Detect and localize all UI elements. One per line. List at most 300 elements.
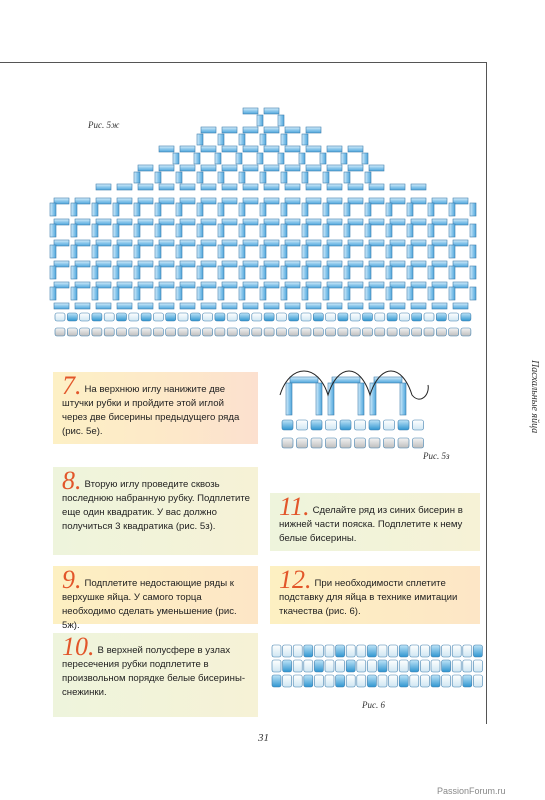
bead	[346, 660, 355, 672]
vertical-tube	[278, 153, 284, 164]
horizontal-tube	[453, 303, 468, 309]
vertical-tube	[71, 224, 77, 237]
vertical-tube	[344, 266, 350, 279]
bead	[420, 660, 429, 672]
bead	[410, 675, 419, 687]
step-11-number: 11.	[279, 492, 310, 521]
horizontal-tube	[201, 165, 216, 171]
bead	[399, 645, 408, 657]
horizontal-tube	[285, 303, 300, 309]
vertical-tube	[134, 287, 140, 300]
bead	[340, 420, 351, 430]
vertical-tube	[302, 224, 308, 237]
figure-6-caption: Рис. 6	[362, 700, 385, 710]
bead	[55, 313, 65, 321]
bead	[141, 328, 151, 336]
step-8	[53, 467, 258, 555]
bead	[325, 645, 334, 657]
vertical-tube	[134, 266, 140, 279]
vertical-tube	[236, 153, 242, 164]
bead	[387, 328, 397, 336]
vertical-tube	[197, 224, 203, 237]
bead	[301, 313, 311, 321]
vertical-tube	[239, 203, 245, 216]
vertical-tube	[155, 245, 161, 258]
vertical-tube	[281, 224, 287, 237]
vertical-tube	[316, 383, 322, 415]
horizontal-tube	[290, 377, 318, 383]
vertical-tube	[176, 172, 182, 183]
vertical-tube	[92, 245, 98, 258]
bead	[389, 645, 398, 657]
vertical-tube	[365, 172, 371, 183]
bead	[398, 438, 409, 448]
vertical-tube	[449, 224, 455, 237]
bead	[104, 328, 114, 336]
horizontal-tube	[96, 184, 111, 190]
horizontal-tube	[306, 303, 321, 309]
vertical-tube	[407, 266, 413, 279]
vertical-tube	[215, 153, 221, 164]
vertical-tube	[197, 287, 203, 300]
vertical-tube	[71, 203, 77, 216]
horizontal-tube	[138, 165, 153, 171]
horizontal-tube	[264, 146, 279, 152]
bead	[357, 645, 366, 657]
step-9	[53, 565, 258, 631]
horizontal-tube	[348, 165, 363, 171]
vertical-tube	[92, 266, 98, 279]
horizontal-tube	[159, 165, 174, 171]
horizontal-tube	[222, 303, 237, 309]
step-8-text: Вторую иглу проведите сквозь последнюю набранную рубку. Подплетите еще один квадратик. У вас должно получиться 3 квадратика (рис. 5з).	[62, 479, 250, 532]
bead	[413, 438, 424, 448]
vertical-tube	[257, 115, 263, 126]
bead	[431, 645, 440, 657]
vertical-tube	[344, 203, 350, 216]
vertical-tube	[50, 203, 56, 216]
vertical-tube	[50, 266, 56, 279]
bead	[141, 313, 151, 321]
vertical-tube	[286, 383, 292, 415]
horizontal-tube	[243, 165, 258, 171]
bead	[67, 328, 77, 336]
figure-5z-diagram	[270, 365, 440, 465]
bead	[420, 675, 429, 687]
bead	[325, 660, 334, 672]
bead	[398, 420, 409, 430]
horizontal-tube	[411, 184, 426, 190]
vertical-tube	[239, 266, 245, 279]
vertical-tube	[71, 245, 77, 258]
vertical-tube	[155, 172, 161, 183]
horizontal-tube	[243, 184, 258, 190]
bead	[203, 328, 213, 336]
bead	[227, 328, 237, 336]
vertical-tube	[218, 172, 224, 183]
bead	[264, 313, 274, 321]
bead	[436, 328, 446, 336]
bead	[326, 420, 337, 430]
bead	[314, 675, 323, 687]
bead	[461, 313, 471, 321]
vertical-tube	[407, 224, 413, 237]
vertical-tube	[302, 266, 308, 279]
bead	[367, 660, 376, 672]
bead	[336, 675, 345, 687]
horizontal-tube	[243, 303, 258, 309]
bead	[412, 328, 422, 336]
bead	[272, 645, 281, 657]
vertical-tube	[386, 224, 392, 237]
vertical-tube	[197, 245, 203, 258]
vertical-tube	[260, 172, 266, 183]
horizontal-tube	[159, 184, 174, 190]
vertical-tube	[218, 134, 224, 145]
bead	[369, 438, 380, 448]
bead	[283, 645, 292, 657]
vertical-tube	[71, 266, 77, 279]
vertical-tube	[323, 266, 329, 279]
horizontal-tube	[243, 146, 258, 152]
bead	[293, 645, 302, 657]
bead	[252, 313, 262, 321]
bead	[80, 313, 90, 321]
vertical-tube	[197, 266, 203, 279]
vertical-tube	[278, 115, 284, 126]
bead	[227, 313, 237, 321]
figure-5zh-caption: Рис. 5ж	[88, 120, 120, 130]
horizontal-tube	[348, 184, 363, 190]
bead	[276, 328, 286, 336]
vertical-tube	[113, 287, 119, 300]
bead	[452, 675, 461, 687]
bead	[178, 313, 188, 321]
bead	[215, 313, 225, 321]
horizontal-tube	[117, 184, 132, 190]
horizontal-tube	[201, 303, 216, 309]
bead	[367, 675, 376, 687]
vertical-tube	[92, 224, 98, 237]
vertical-tube	[176, 266, 182, 279]
vertical-tube	[400, 383, 406, 415]
bead	[92, 328, 102, 336]
vertical-tube	[260, 134, 266, 145]
vertical-tube	[281, 134, 287, 145]
step-7-number: 7.	[62, 371, 82, 400]
vertical-tube	[428, 203, 434, 216]
vertical-tube	[449, 266, 455, 279]
vertical-tube	[239, 287, 245, 300]
bead	[304, 675, 313, 687]
vertical-tube	[92, 287, 98, 300]
horizontal-tube	[327, 146, 342, 152]
bead	[378, 645, 387, 657]
bead	[387, 313, 397, 321]
vertical-tube	[50, 287, 56, 300]
vertical-tube	[173, 153, 179, 164]
bead	[276, 313, 286, 321]
bead	[452, 660, 461, 672]
bead	[240, 328, 250, 336]
figure-6-diagram	[270, 642, 486, 690]
horizontal-tube	[159, 146, 174, 152]
site-watermark: PassionForum.ru	[437, 786, 506, 796]
vertical-tube	[50, 245, 56, 258]
vertical-tube	[302, 287, 308, 300]
vertical-tube	[176, 245, 182, 258]
bead	[313, 313, 323, 321]
bead	[378, 675, 387, 687]
vertical-tube	[449, 287, 455, 300]
vertical-tube	[155, 266, 161, 279]
bead	[326, 438, 337, 448]
horizontal-tube	[54, 303, 69, 309]
bead	[297, 438, 308, 448]
bead	[363, 328, 373, 336]
horizontal-tube	[243, 127, 258, 133]
section-title: Пасхальные яйца	[529, 360, 540, 434]
vertical-tube	[407, 203, 413, 216]
bead	[399, 328, 409, 336]
horizontal-tube	[285, 146, 300, 152]
bead	[283, 660, 292, 672]
vertical-tube	[113, 245, 119, 258]
bead	[431, 660, 440, 672]
bead	[449, 328, 459, 336]
vertical-tube	[155, 203, 161, 216]
vertical-tube	[260, 245, 266, 258]
bead	[325, 675, 334, 687]
horizontal-tube	[264, 303, 279, 309]
horizontal-tube	[180, 184, 195, 190]
vertical-tube	[197, 203, 203, 216]
bead	[413, 420, 424, 430]
vertical-tube	[71, 287, 77, 300]
bead	[166, 328, 176, 336]
vertical-tube	[323, 203, 329, 216]
bead	[55, 328, 65, 336]
bead	[436, 313, 446, 321]
bead	[338, 313, 348, 321]
horizontal-tube	[390, 303, 405, 309]
vertical-tube	[365, 287, 371, 300]
vertical-tube	[449, 203, 455, 216]
bead	[129, 328, 139, 336]
horizontal-tube	[390, 184, 405, 190]
bead	[412, 313, 422, 321]
step-7	[53, 372, 258, 444]
vertical-tube	[386, 245, 392, 258]
horizontal-tube	[75, 303, 90, 309]
vertical-tube	[176, 287, 182, 300]
vertical-tube	[358, 383, 364, 415]
horizontal-tube	[117, 303, 132, 309]
bead	[190, 313, 200, 321]
vertical-tube	[134, 203, 140, 216]
bead	[350, 313, 360, 321]
vertical-tube	[407, 287, 413, 300]
bead	[215, 328, 225, 336]
vertical-tube	[194, 153, 200, 164]
horizontal-tube	[180, 165, 195, 171]
vertical-tube	[218, 287, 224, 300]
bead	[340, 438, 351, 448]
bead	[240, 313, 250, 321]
bead	[420, 645, 429, 657]
bead	[283, 675, 292, 687]
vertical-tube	[260, 203, 266, 216]
horizontal-tube	[432, 303, 447, 309]
bead	[399, 660, 408, 672]
vertical-tube	[155, 224, 161, 237]
bead	[389, 675, 398, 687]
vertical-tube	[344, 287, 350, 300]
bead	[282, 420, 293, 430]
bead	[346, 675, 355, 687]
bead	[336, 645, 345, 657]
vertical-tube	[92, 203, 98, 216]
vertical-tube	[302, 203, 308, 216]
horizontal-tube	[285, 127, 300, 133]
bead	[272, 675, 281, 687]
horizontal-tube	[327, 165, 342, 171]
vertical-tube	[176, 203, 182, 216]
vertical-tube	[365, 224, 371, 237]
bead	[67, 313, 77, 321]
horizontal-tube	[285, 184, 300, 190]
bead	[410, 660, 419, 672]
bead	[282, 438, 293, 448]
horizontal-tube	[138, 184, 153, 190]
bead	[442, 645, 451, 657]
vertical-tube	[470, 287, 476, 300]
bead	[314, 660, 323, 672]
bead	[336, 660, 345, 672]
bead	[326, 328, 336, 336]
horizontal-tube	[138, 303, 153, 309]
bead	[384, 438, 395, 448]
vertical-tube	[281, 172, 287, 183]
bead	[264, 328, 274, 336]
vertical-tube	[407, 245, 413, 258]
horizontal-tube	[96, 303, 111, 309]
vertical-tube	[257, 153, 263, 164]
horizontal-tube	[201, 184, 216, 190]
bead	[375, 313, 385, 321]
bead	[304, 660, 313, 672]
vertical-tube	[470, 245, 476, 258]
step-11-text: Сделайте ряд из синих бисерин в нижней части пояска. Подплетите к нему белые бисерины.	[279, 505, 463, 544]
step-12-text: При необходимости сплетите подставку для яйца в технике имитации ткачества (рис. 6).	[279, 578, 458, 617]
step-8-number: 8.	[62, 466, 82, 495]
vertical-tube	[323, 245, 329, 258]
horizontal-tube	[348, 303, 363, 309]
horizontal-tube	[159, 303, 174, 309]
vertical-tube	[449, 245, 455, 258]
figure-5z-caption: Рис. 5з	[423, 451, 450, 461]
bead	[289, 313, 299, 321]
bead	[178, 328, 188, 336]
vertical-tube	[239, 172, 245, 183]
vertical-tube	[260, 266, 266, 279]
bead	[289, 328, 299, 336]
vertical-tube	[344, 172, 350, 183]
bead	[190, 328, 200, 336]
vertical-tube	[299, 153, 305, 164]
bead	[369, 420, 380, 430]
vertical-tube	[239, 134, 245, 145]
step-12	[270, 566, 480, 624]
bead	[410, 645, 419, 657]
bead	[314, 645, 323, 657]
step-10-number: 10.	[62, 632, 95, 661]
vertical-tube	[239, 224, 245, 237]
bead	[252, 328, 262, 336]
bead	[304, 645, 313, 657]
page-number: 31	[258, 732, 269, 744]
bead	[442, 675, 451, 687]
bead	[463, 660, 472, 672]
bead	[355, 438, 366, 448]
bead	[293, 660, 302, 672]
bead	[367, 645, 376, 657]
bead	[378, 660, 387, 672]
step-9-text: Подплетите недостающие ряды к верхушке яйца. У самого торца необходимо сделать уменьшение (рис. 5ж).	[62, 578, 237, 631]
bead	[463, 645, 472, 657]
bead	[326, 313, 336, 321]
step-10	[53, 633, 258, 717]
bead	[389, 660, 398, 672]
bead	[338, 328, 348, 336]
vertical-tube	[134, 224, 140, 237]
bead	[384, 420, 395, 430]
horizontal-tube	[180, 146, 195, 152]
vertical-tube	[386, 203, 392, 216]
bead	[461, 328, 471, 336]
vertical-tube	[113, 224, 119, 237]
horizontal-tube	[306, 127, 321, 133]
vertical-tube	[281, 245, 287, 258]
vertical-tube	[239, 245, 245, 258]
bead	[449, 313, 459, 321]
vertical-tube	[428, 266, 434, 279]
vertical-tube	[386, 266, 392, 279]
vertical-tube	[365, 203, 371, 216]
vertical-tube	[113, 266, 119, 279]
bead	[463, 675, 472, 687]
step-10-text: В верхней полусфере в узлах пересечения рубки подплетите в произвольном порядке белые бисерины-снежинки.	[62, 645, 246, 698]
horizontal-tube	[369, 303, 384, 309]
bead	[104, 313, 114, 321]
bead	[293, 675, 302, 687]
bead	[473, 645, 482, 657]
vertical-tube	[344, 224, 350, 237]
horizontal-tube	[222, 127, 237, 133]
vertical-tube	[302, 134, 308, 145]
bead	[399, 675, 408, 687]
vertical-tube	[281, 203, 287, 216]
horizontal-tube	[327, 184, 342, 190]
vertical-tube	[134, 172, 140, 183]
vertical-tube	[320, 153, 326, 164]
vertical-tube	[197, 172, 203, 183]
horizontal-tube	[201, 127, 216, 133]
horizontal-tube	[411, 303, 426, 309]
vertical-tube	[323, 287, 329, 300]
horizontal-tube	[369, 184, 384, 190]
vertical-tube	[134, 245, 140, 258]
